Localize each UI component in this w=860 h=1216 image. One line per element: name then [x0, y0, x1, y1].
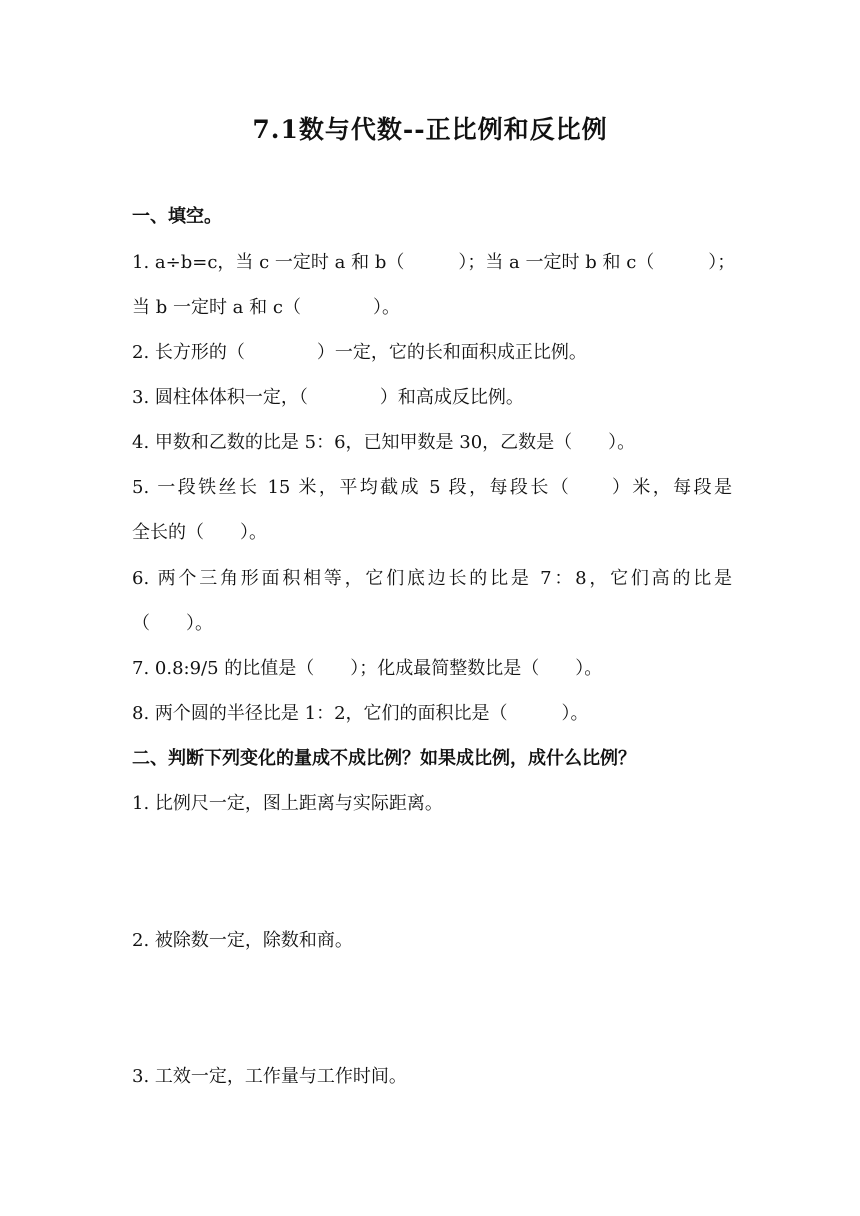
question-1-line-1: 1. a÷b=c，当 c 一定时 a 和 b（ ）；当 a 一定时 b 和 c（ ）；	[132, 252, 736, 273]
question-7: 7. 0.8:9/5 的比值是（ ）；化成最简整数比是（ ）。	[132, 658, 603, 679]
question-8: 8. 两个圆的半径比是 1：2，它们的面积比是（ ）。	[132, 703, 589, 724]
judge-item-3: 3. 工效一定，工作量与工作时间。	[132, 1066, 407, 1087]
section-2-heading: 二、判断下列变化的量成不成比例？如果成比例，成什么比例？	[132, 748, 636, 769]
page-title: 7.1数与代数--正比例和反比例	[252, 115, 608, 144]
judge-item-1: 1. 比例尺一定，图上距离与实际距离。	[132, 793, 443, 814]
question-4: 4. 甲数和乙数的比是 5：6，已知甲数是 30，乙数是（ ）。	[132, 432, 636, 453]
question-6-line-2: （ ）。	[132, 613, 213, 634]
question-5-line-2: 全长的（ ）。	[132, 522, 267, 543]
question-5-line-1: 5. 一段铁丝长 15 米，平均截成 5 段，每段长（ ）米，每段是	[132, 477, 732, 498]
question-1-line-2: 当 b 一定时 a 和 c（ ）。	[132, 297, 400, 318]
question-6-line-1: 6. 两个三角形面积相等，它们底边长的比是 7：8，它们高的比是	[132, 568, 732, 589]
question-3: 3. 圆柱体体积一定，（ ）和高成反比例。	[132, 387, 524, 408]
question-2: 2. 长方形的（ ）一定，它的长和面积成正比例。	[132, 342, 587, 363]
section-1-heading: 一、填空。	[132, 206, 222, 227]
judge-item-2: 2. 被除数一定，除数和商。	[132, 930, 353, 951]
